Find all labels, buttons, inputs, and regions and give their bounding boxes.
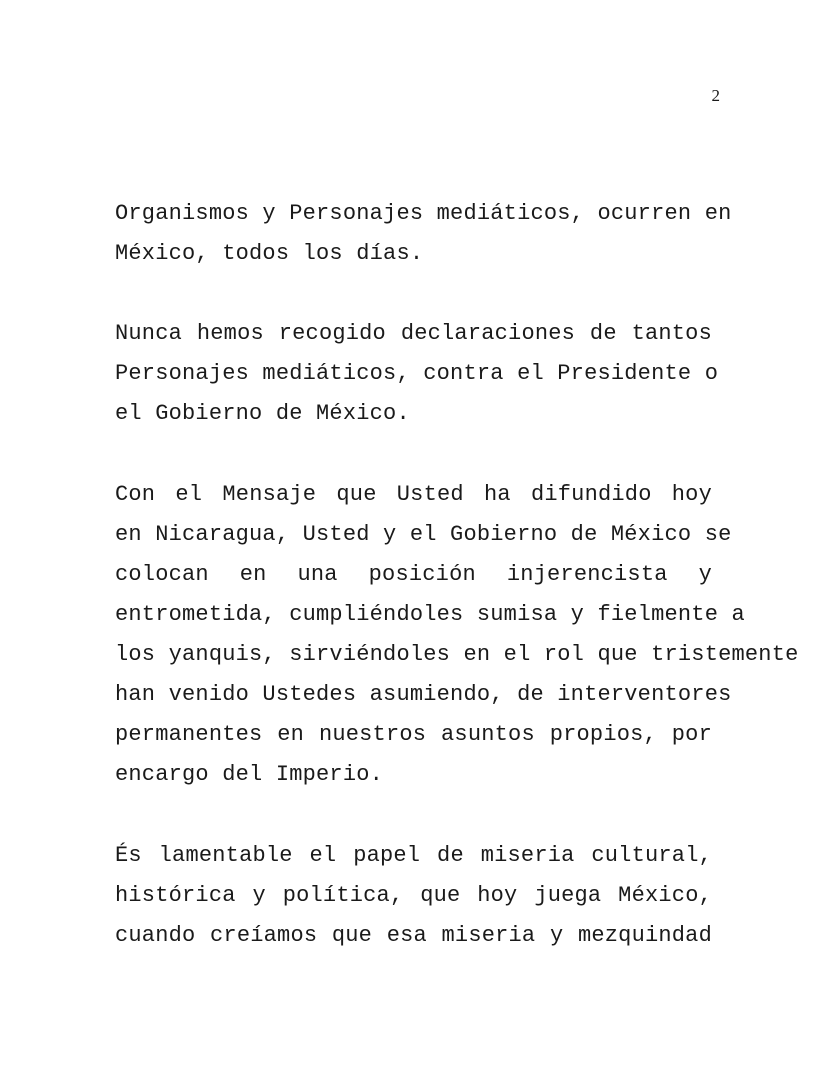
text-line: colocan en una posición injerencista y [115, 562, 712, 587]
text-line: Personajes mediáticos, contra el Presidente o [115, 361, 719, 386]
text-line: Con el Mensaje que Usted ha difundido hoy [115, 482, 712, 507]
text-line: cuando creíamos que esa miseria y mezquindad [115, 923, 712, 948]
text-line: permanentes en nuestros asuntos propios, por [115, 722, 712, 747]
text-line: Nunca hemos recogido declaraciones de tantos [115, 321, 712, 346]
text-line: Organismos y Personajes mediáticos, ocurren en [115, 201, 732, 226]
text-line: encargo del Imperio. [115, 762, 384, 787]
page-number: 2 [711, 86, 720, 105]
text-line: histórica y política, que hoy juega México, [115, 883, 712, 908]
text-line: el Gobierno de México. [115, 401, 410, 426]
text-line: entrometida, cumpliéndoles sumisa y fielmente a [115, 602, 745, 627]
text-line: México, todos los días. [115, 241, 424, 266]
text-line: en Nicaragua, Usted y el Gobierno de México se [115, 522, 732, 547]
text-line: los yanquis, sirviéndoles en el rol que tristemente [115, 642, 799, 667]
text-line: És lamentable el papel de miseria cultural, [115, 843, 712, 868]
text-line: han venido Ustedes asumiendo, de interventores [115, 682, 732, 707]
